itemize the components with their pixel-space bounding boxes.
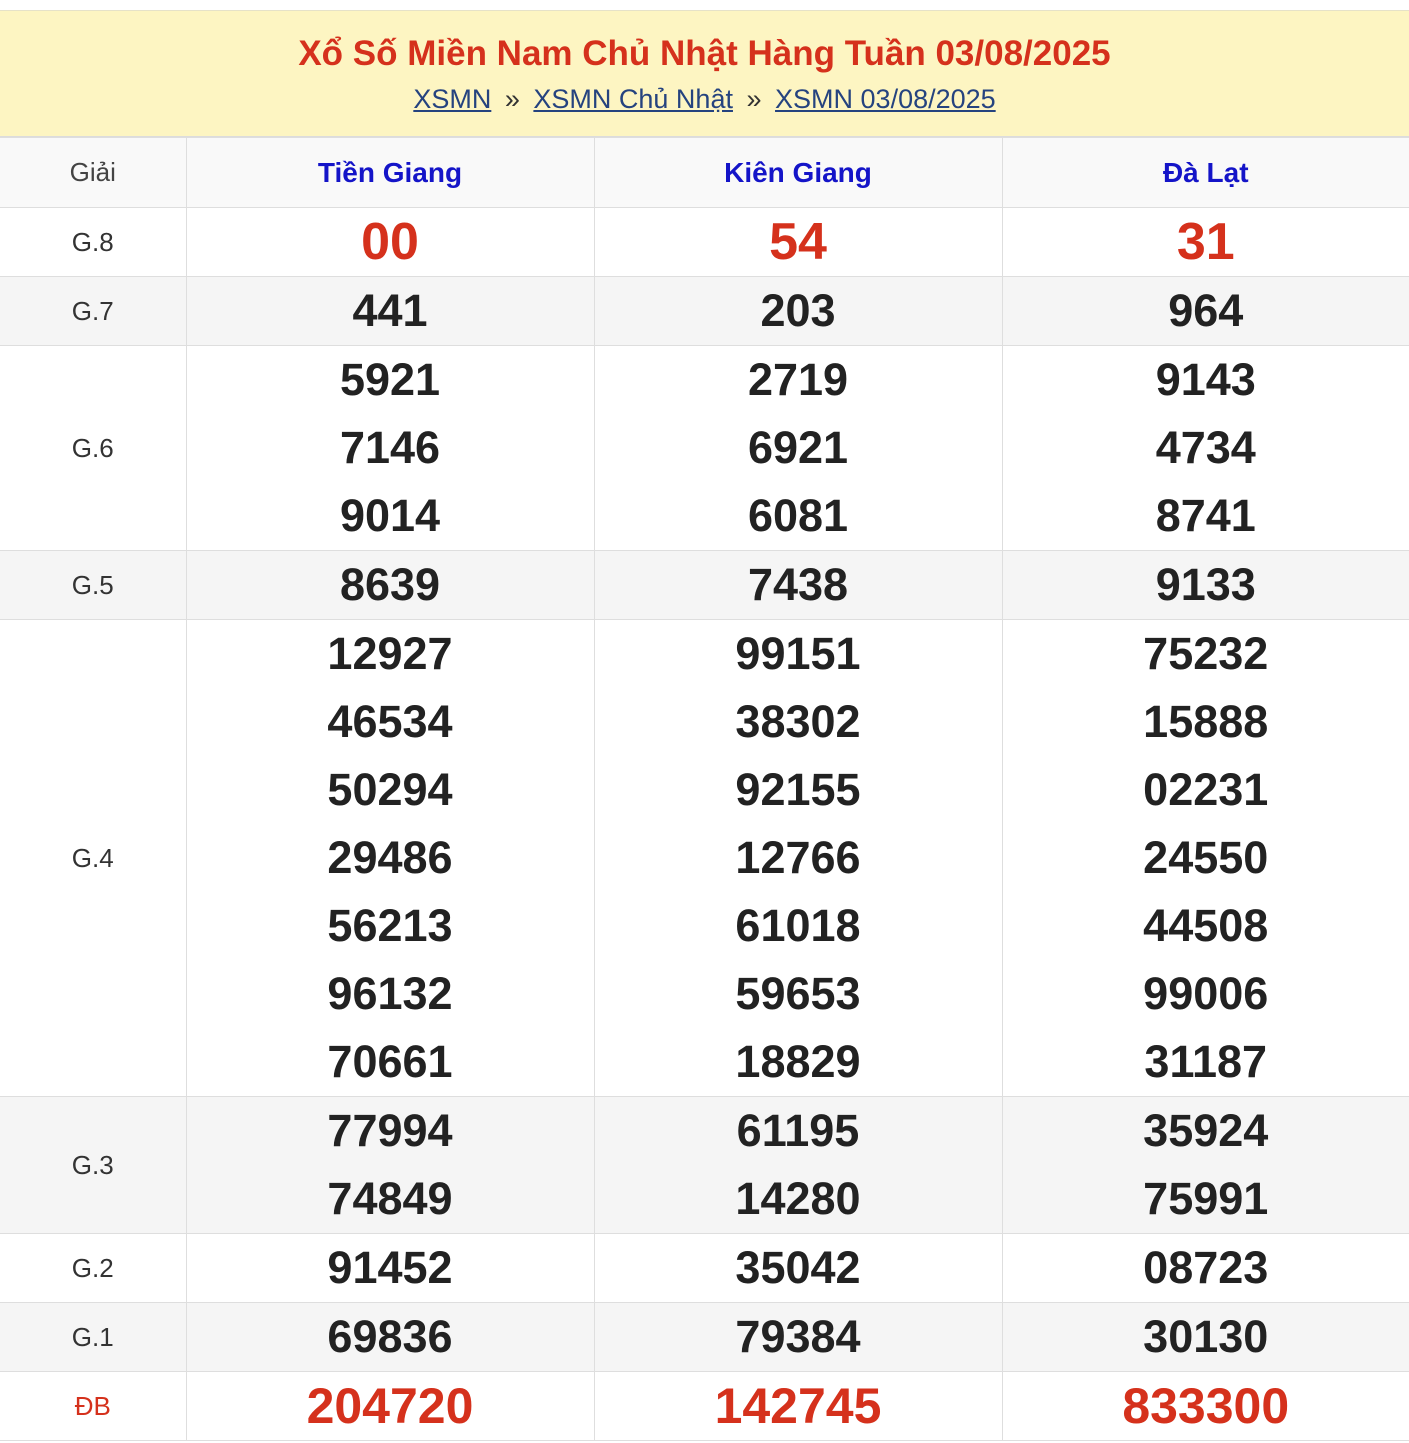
result-number: 12766 <box>735 832 861 883</box>
breadcrumb-link-xsmn[interactable]: XSMN <box>413 84 492 114</box>
result-number: 964 <box>1168 285 1244 336</box>
result-number: 15888 <box>1143 696 1269 747</box>
result-number: 99151 <box>735 628 861 679</box>
result-cell <box>186 1372 594 1441</box>
prize-label: G.8 <box>0 208 186 277</box>
prize-label: G.6 <box>0 346 186 551</box>
prize-label: G.2 <box>0 1234 186 1303</box>
result-number: 31 <box>1176 213 1235 271</box>
result-number: 7146 <box>339 422 441 473</box>
result-cell <box>594 1234 1002 1303</box>
result-cell <box>1002 620 1409 1097</box>
result-number: 6921 <box>747 422 849 473</box>
result-number: 92155 <box>735 764 861 815</box>
result-number: 96132 <box>327 968 453 1019</box>
result-cell <box>594 1372 1002 1441</box>
result-number: 44508 <box>1143 900 1269 951</box>
result-number: 50294 <box>327 764 453 815</box>
table-row <box>0 1372 1409 1441</box>
breadcrumb-link-xsmn-date[interactable]: XSMN 03/08/2025 <box>775 84 996 114</box>
result-cell <box>186 620 594 1097</box>
result-cell <box>1002 1234 1409 1303</box>
results-table <box>0 137 1409 1441</box>
result-cell <box>186 208 594 277</box>
result-cell <box>186 346 594 551</box>
prize-label: ĐB <box>0 1372 186 1441</box>
result-number: 35042 <box>735 1242 861 1293</box>
special-prize-number: 833300 <box>1122 1378 1290 1434</box>
province-header-tien-giang: Tiền Giang <box>186 138 594 208</box>
prize-label: G.5 <box>0 551 186 620</box>
result-number: 56213 <box>327 900 453 951</box>
page-title: Xổ Số Miền Nam Chủ Nhật Hàng Tuần 03/08/2025 <box>298 34 1111 73</box>
result-number: 75991 <box>1143 1173 1269 1224</box>
result-cell <box>186 277 594 346</box>
result-number: 35924 <box>1143 1105 1269 1156</box>
special-prize-number: 142745 <box>714 1378 882 1434</box>
result-cell <box>594 208 1002 277</box>
result-number: 02231 <box>1143 764 1269 815</box>
result-cell <box>186 1097 594 1234</box>
result-number: 5921 <box>339 354 441 405</box>
result-number: 08723 <box>1143 1242 1269 1293</box>
result-number: 61018 <box>735 900 861 951</box>
result-number: 46534 <box>327 696 453 747</box>
result-cell <box>1002 208 1409 277</box>
result-cell <box>594 1097 1002 1234</box>
result-number: 441 <box>352 285 428 336</box>
table-row <box>0 1303 1409 1372</box>
result-number: 75232 <box>1143 628 1269 679</box>
result-number: 8741 <box>1155 490 1256 541</box>
table-row <box>0 346 1409 551</box>
result-cell <box>1002 346 1409 551</box>
result-cell <box>1002 277 1409 346</box>
breadcrumb <box>0 82 1409 116</box>
result-number: 7438 <box>747 559 849 610</box>
result-number: 54 <box>769 213 827 271</box>
result-cell <box>1002 1303 1409 1372</box>
table-row <box>0 208 1409 277</box>
special-prize-number: 204720 <box>306 1378 474 1434</box>
table-header-row <box>0 138 1409 208</box>
prize-label: G.3 <box>0 1097 186 1234</box>
prize-label: G.1 <box>0 1303 186 1372</box>
result-number: 74849 <box>327 1173 453 1224</box>
province-header-kien-giang: Kiên Giang <box>594 138 1002 208</box>
result-cell <box>594 551 1002 620</box>
result-number: 9014 <box>339 490 441 541</box>
table-row <box>0 277 1409 346</box>
results-body <box>0 208 1409 1441</box>
result-number: 30130 <box>1143 1311 1269 1362</box>
prize-label: G.7 <box>0 277 186 346</box>
result-cell <box>594 277 1002 346</box>
result-number: 99006 <box>1143 968 1269 1019</box>
result-number: 14280 <box>735 1173 861 1224</box>
result-number: 9143 <box>1155 354 1256 405</box>
result-number: 9133 <box>1155 559 1256 610</box>
province-header-da-lat: Đà Lạt <box>1002 138 1409 208</box>
result-number: 69836 <box>327 1311 453 1362</box>
result-number: 12927 <box>327 628 453 679</box>
result-number: 8639 <box>339 559 441 610</box>
table-row <box>0 551 1409 620</box>
result-number: 77994 <box>327 1105 453 1156</box>
result-number: 59653 <box>735 968 861 1019</box>
result-number: 24550 <box>1143 832 1269 883</box>
table-row <box>0 1234 1409 1303</box>
table-row <box>0 1097 1409 1234</box>
result-number: 6081 <box>747 490 849 541</box>
result-cell <box>186 1234 594 1303</box>
breadcrumb-link-xsmn-chu-nhat[interactable]: XSMN Chủ Nhật <box>533 84 733 114</box>
result-cell <box>1002 1372 1409 1441</box>
top-spacer <box>0 0 1409 10</box>
result-number: 29486 <box>327 832 453 883</box>
result-number: 31187 <box>1144 1036 1268 1087</box>
result-number: 203 <box>760 285 836 336</box>
result-number: 38302 <box>735 696 861 747</box>
result-cell <box>594 620 1002 1097</box>
result-cell <box>186 1303 594 1372</box>
result-number: 61195 <box>736 1105 860 1156</box>
result-cell <box>1002 551 1409 620</box>
result-cell <box>1002 1097 1409 1234</box>
result-number: 18829 <box>735 1036 861 1087</box>
table-row <box>0 620 1409 1097</box>
result-number: 00 <box>361 213 419 271</box>
prize-label: G.4 <box>0 620 186 1097</box>
result-number: 79384 <box>735 1311 861 1362</box>
result-cell <box>594 346 1002 551</box>
breadcrumb-separator: » <box>504 84 520 114</box>
result-number: 70661 <box>327 1036 453 1087</box>
breadcrumb-separator: » <box>746 84 762 114</box>
result-cell <box>186 551 594 620</box>
prize-column-header: Giải <box>0 138 186 208</box>
result-number: 2719 <box>747 354 849 405</box>
result-cell <box>594 1303 1002 1372</box>
results-header <box>0 10 1409 137</box>
result-number: 91452 <box>327 1242 453 1293</box>
result-number: 4734 <box>1155 422 1256 473</box>
